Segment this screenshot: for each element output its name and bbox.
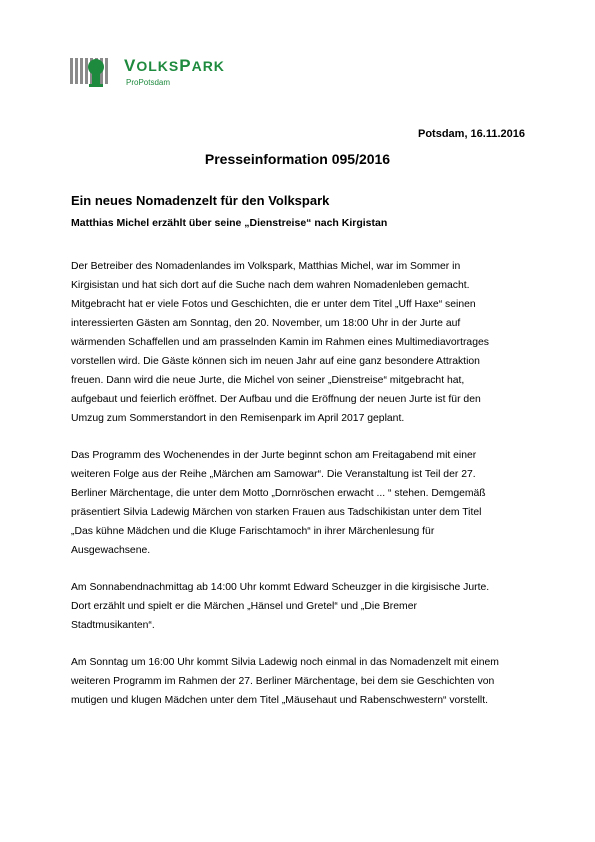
volkspark-emblem-icon bbox=[70, 54, 120, 90]
text-line: mutigen und klugen Mädchen unter dem Titel „Mäusehaut und Rabenschwestern“ vorstellt. bbox=[71, 695, 489, 706]
text-line: Kirgisistan und hat sich dort auf die Suche nach dem wahren Nomadenleben gemacht. bbox=[71, 280, 470, 291]
text-line: Am Sonnabendnachmittag ab 14:00 Uhr kommt Edward Scheuzger in die kirgisische Jurte. bbox=[71, 582, 490, 593]
subheadline: Matthias Michel erzählt über seine „Dienstreise“ nach Kirgistan bbox=[71, 217, 388, 229]
text-line: vorstellen wird. Die Gäste können sich im neuen Jahr auf eine ganz besondere Attraktion bbox=[71, 356, 480, 367]
text-line: weiteren Folge aus der Reihe „Märchen am Samowar“. Die Veranstaltung ist Teil der 27. bbox=[71, 469, 476, 480]
text-line: interessierten Gästen am Sonntag, den 20. November, um 18:00 Uhr in der Jurte auf bbox=[71, 318, 461, 329]
paragraph bbox=[71, 257, 531, 428]
date-line: Potsdam, 16.11.2016 bbox=[417, 128, 525, 140]
paragraph bbox=[71, 653, 531, 710]
volkspark-logo bbox=[70, 54, 270, 94]
text-line: Dort erzählt und spielt er die Märchen „Hänsel und Gretel“ und „Die Bremer bbox=[71, 601, 417, 612]
text-line: weiteren Programm im Rahmen der 27. Berliner Märchentage, bei dem sie Geschichten von bbox=[71, 676, 495, 687]
text-line: Mitgebracht hat er viele Fotos und Geschichten, die er unter dem Titel „Uff Haxe“ seinen bbox=[71, 299, 476, 310]
text-line: Am Sonntag um 16:00 Uhr kommt Silvia Ladewig noch einmal in das Nomadenzelt mit einem bbox=[71, 657, 499, 668]
logo-subtitle: ProPotsdam bbox=[126, 78, 171, 87]
text-line: wärmenden Schaffellen und am prasselnden Kamin im Rahmen eines Multimediavortrages bbox=[71, 337, 489, 348]
paragraph bbox=[71, 446, 531, 560]
text-line: freuen. Dann wird die neue Jurte, die Michel von seiner „Dienstreise“ mitgebracht hat, bbox=[71, 375, 465, 386]
body-text bbox=[71, 257, 531, 728]
paragraph bbox=[71, 578, 531, 635]
text-line: Berliner Märchentage, die unter dem Motto „Dornröschen erwacht ... “ stehen. Demgemäß bbox=[71, 488, 486, 499]
headline: Ein neues Nomadenzelt für den Volkspark bbox=[71, 193, 330, 208]
text-line: „Das kühne Mädchen und die Kluge Farischtamoch“ in ihrer Märchenlesung für bbox=[71, 526, 435, 537]
text-line: Ausgewachsene. bbox=[71, 545, 151, 556]
text-line: Umzug zum Sommerstandort in den Remisenpark im April 2017 geplant. bbox=[71, 413, 405, 424]
text-line: Der Betreiber des Nomadenlandes im Volkspark, Matthias Michel, war im Sommer in bbox=[71, 261, 461, 272]
text-line: Das Programm des Wochenendes in der Jurte beginnt schon am Freitagabend mit einer bbox=[71, 450, 477, 461]
logo-wordmark: VOLKSPARK bbox=[124, 56, 225, 75]
document-title: Presseinformation 095/2016 bbox=[204, 151, 391, 167]
text-line: aufgebaut und feierlich eröffnet. Der Aufbau und die Eröffnung der neuen Jurte ist für den bbox=[71, 394, 481, 405]
text-line: Stadtmusikanten“. bbox=[71, 620, 155, 631]
text-line: präsentiert Silvia Ladewig Märchen von starken Frauen aus Tadschikistan unter dem Titel bbox=[71, 507, 482, 518]
